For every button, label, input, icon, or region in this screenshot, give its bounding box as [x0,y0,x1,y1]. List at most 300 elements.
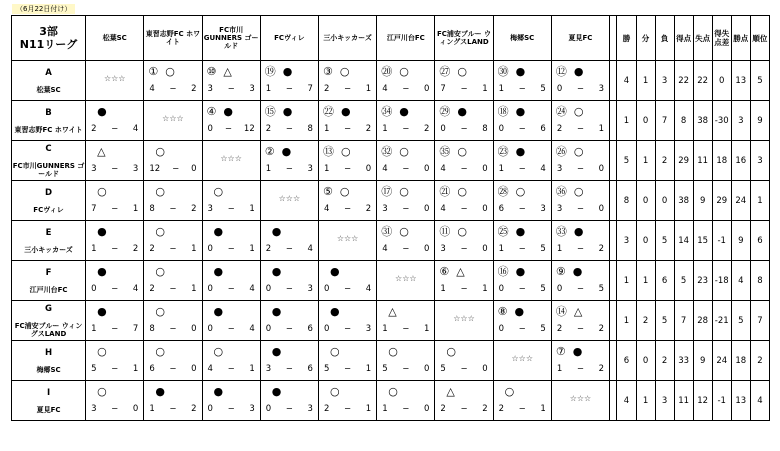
score-for: 1 [440,284,446,294]
match-cell [318,101,376,141]
score-for: 8 [149,324,155,334]
match-cell [435,141,493,181]
match-mark [207,306,224,318]
score-dash: − [460,204,468,214]
match-score [440,84,487,94]
stat-cell: 1 [636,381,655,421]
match-score [266,84,313,94]
match-mark [207,66,232,78]
stat-cell: 29 [712,181,731,221]
score-against: 5 [540,84,546,94]
match-score [382,324,429,334]
score-against: 0 [482,364,488,374]
stat-cell: 22 [674,61,693,101]
match-score [149,284,196,294]
score-dash: − [344,204,352,214]
match-score [149,364,196,374]
match-result: ○ [97,345,107,358]
score-against: 3 [365,324,372,334]
stat-cell: 0 [636,221,655,261]
match-cell [435,341,493,381]
score-for: 0 [498,324,505,334]
match-mark [148,146,165,158]
score-against: 0 [598,204,605,214]
stat-cell: 2 [655,141,674,181]
self-mark: ☆☆☆ [220,154,242,163]
match-cell [493,181,551,221]
team-name: 夏見FC [36,405,61,414]
score-for: 2 [265,244,272,254]
match-result: ○ [213,185,224,198]
stat-cell: 24 [712,341,731,381]
match-mark [148,306,165,318]
match-cell [377,181,435,221]
score-dash: − [518,244,526,254]
match-result: ● [572,265,583,278]
self-match-cell [86,61,144,101]
match-cell [493,301,551,341]
match-number: ㉒ [322,105,334,118]
match-mark [265,66,293,78]
score-for: 0 [323,284,330,294]
score-dash: − [402,124,410,134]
match-result: ● [572,345,583,358]
score-for: 2 [149,244,155,254]
score-against: 0 [423,164,430,174]
score-dash: − [111,404,119,414]
match-number: ㉙ [439,105,451,118]
column-gap [610,16,617,61]
match-score [557,324,604,334]
match-result: ● [515,265,526,278]
score-for: 2 [498,404,505,414]
stat-cell: 0 [712,61,731,101]
stat-cell: 1 [617,101,636,141]
stat-cell: -18 [712,261,731,301]
score-against: 1 [249,244,255,254]
match-result: ● [515,225,526,238]
match-score [382,124,429,134]
score-dash: − [172,164,180,174]
self-mark: ☆☆☆ [511,354,533,363]
stat-cell: 0 [636,101,655,141]
match-score [149,404,196,414]
stat-cell: 3 [750,141,769,181]
score-against: 0 [365,164,372,174]
score-against: 6 [307,324,313,334]
column-header-team: FC市川GUNNERS ゴールド [202,16,260,61]
match-cell [551,341,609,381]
match-score [440,244,487,254]
score-against: 1 [132,204,139,214]
stat-cell: 14 [674,221,693,261]
team-letter: F [45,267,52,278]
row-gap [610,261,617,301]
match-score [557,364,604,374]
self-mark: ☆☆☆ [395,274,417,283]
match-mark [439,226,467,238]
match-cell [318,261,376,301]
score-dash: − [576,204,585,214]
match-result: ● [271,225,282,238]
score-for: 1 [149,404,155,414]
row-gap [610,301,617,341]
score-against: 2 [598,364,605,374]
score-for: 3 [382,204,388,214]
score-dash: − [285,164,293,174]
stat-cell: 2 [750,341,769,381]
score-for: 6 [498,204,505,214]
match-score [91,364,138,374]
score-for: 7 [440,84,446,94]
match-mark [207,266,224,278]
stat-cell: 4 [617,61,636,101]
match-cell [260,61,318,101]
row-header-team [12,101,86,141]
row-gap [610,61,617,101]
match-cell [260,301,318,341]
match-score [382,164,429,174]
team-letter: E [45,227,52,238]
stat-cell: 1 [617,301,636,341]
score-dash: − [402,204,410,214]
score-against: 4 [249,324,255,334]
match-number: ⑬ [322,145,334,158]
match-mark [148,186,165,198]
match-cell [260,141,318,181]
match-cell [260,101,318,141]
score-dash: − [402,244,410,254]
table-row [12,381,770,421]
self-match-cell [318,221,376,261]
score-against: 0 [423,84,430,94]
match-cell [493,221,551,261]
score-against: 0 [482,164,488,174]
match-cell [493,381,551,421]
match-result: ○ [155,265,165,278]
match-mark [265,146,291,158]
match-mark [90,146,105,158]
match-mark [498,186,526,198]
score-for: 2 [440,404,446,414]
match-result: ● [457,105,468,118]
row-gap [610,381,617,421]
score-for: 0 [556,284,563,294]
match-cell [318,381,376,421]
match-score [149,164,196,174]
score-dash: − [227,84,235,94]
score-for: 2 [265,124,272,134]
score-against: 1 [365,404,372,414]
match-mark [556,66,584,78]
score-dash: − [460,404,468,414]
match-score [557,164,604,174]
match-score [440,124,487,134]
row-header-team [12,381,86,421]
self-match-cell [493,341,551,381]
match-mark [323,106,351,118]
score-dash: − [402,164,410,174]
score-for: 8 [149,204,155,214]
stat-cell: 3 [731,101,750,141]
match-cell [318,341,376,381]
stat-cell: 4 [617,381,636,421]
score-for: 1 [265,164,272,174]
league-body [12,61,770,421]
match-score [266,244,313,254]
score-for: 5 [440,364,446,374]
score-dash: − [285,124,293,134]
match-cell [551,61,609,101]
match-mark [207,186,224,198]
match-result: ○ [388,385,398,398]
match-result: ○ [573,105,584,118]
match-mark [148,266,165,278]
match-result: ● [271,345,282,358]
match-cell [551,181,609,221]
score-dash: − [111,284,119,294]
table-row [12,141,770,181]
column-header-stat: 得失点差 [712,16,731,61]
score-dash: − [518,204,526,214]
match-result: ● [340,105,351,118]
self-match-cell [260,181,318,221]
stat-cell: 0 [636,181,655,221]
score-for: 6 [149,364,155,374]
match-score [324,164,371,174]
score-dash: − [227,324,235,334]
match-mark [265,266,282,278]
match-mark [439,346,456,358]
stat-cell: 9 [693,341,712,381]
match-mark [265,106,293,118]
score-dash: − [111,324,119,334]
match-score [440,404,487,414]
row-gap [610,141,617,181]
score-against: 4 [365,284,372,294]
score-against: 2 [423,124,430,134]
match-result: ● [223,105,234,118]
column-header-stat: 分 [636,16,655,61]
match-mark [90,346,107,358]
match-number: ⑯ [497,265,509,278]
score-against: 5 [598,284,605,294]
column-header-team: FC浦安ブルー ウィングスLAND [435,16,493,61]
row-header-team [12,221,86,261]
match-score [499,164,546,174]
score-for: 0 [323,324,330,334]
match-cell [202,261,260,301]
score-for: 1 [382,324,388,334]
score-for: 5 [323,364,330,374]
match-cell [318,301,376,341]
match-cell [144,341,202,381]
match-score [208,364,255,374]
match-result: ● [282,105,293,118]
match-cell [377,141,435,181]
match-cell [260,381,318,421]
match-result: ● [515,65,526,78]
match-cell [144,141,202,181]
match-mark [439,266,464,278]
match-number: ① [148,65,159,78]
match-result: △ [456,265,465,278]
match-result: ○ [97,185,107,198]
score-against: 3 [540,204,546,214]
match-score [382,364,429,374]
score-dash: − [576,364,585,374]
score-for: 1 [382,404,388,414]
match-number: ⑨ [555,265,566,278]
stat-cell: 4 [750,381,769,421]
score-dash: − [111,204,119,214]
score-dash: − [285,404,293,414]
score-for: 5 [382,364,388,374]
match-score [266,324,313,334]
score-against: 0 [191,324,197,334]
stat-cell: 1 [636,141,655,181]
match-cell [260,221,318,261]
score-against: 12 [243,124,255,134]
stat-cell: 18 [731,341,750,381]
match-score [266,284,313,294]
score-dash: − [344,324,352,334]
score-dash: − [169,84,177,94]
match-cell [260,261,318,301]
match-mark [90,306,107,318]
team-name: 東習志野FC ホワイト [14,125,83,134]
stat-cell: -1 [712,221,731,261]
match-result: ● [271,305,282,318]
stat-cell: 12 [693,381,712,421]
row-header-team [12,341,86,381]
score-dash: − [518,164,526,174]
stat-cell: 4 [731,261,750,301]
match-score [382,204,429,214]
score-against: 3 [307,404,313,414]
score-for: 0 [207,284,213,294]
match-result: ○ [399,145,409,158]
match-score [324,204,371,214]
score-against: 2 [598,244,605,254]
match-number: ⑦ [555,345,566,358]
stat-cell: 11 [674,381,693,421]
score-dash: − [576,244,585,254]
stat-cell: -30 [712,101,731,141]
score-dash: − [402,364,410,374]
score-dash: − [576,124,585,134]
score-for: 7 [91,204,97,214]
match-mark [265,346,282,358]
match-number: ㉑ [439,185,451,198]
match-result: ○ [457,145,468,158]
match-score [499,284,546,294]
match-score [91,284,138,294]
match-result: ○ [155,185,165,198]
score-for: 1 [382,124,388,134]
match-score [324,324,371,334]
match-number: ⑤ [322,185,333,198]
match-mark [381,66,409,78]
match-result: ○ [340,145,351,158]
score-dash: − [344,84,352,94]
match-cell [86,261,144,301]
stat-cell: -1 [712,381,731,421]
stat-cell: 0 [655,181,674,221]
match-score [91,124,138,134]
match-cell [377,101,435,141]
score-against: 4 [307,244,313,254]
stat-cell: 13 [731,61,750,101]
match-cell [86,101,144,141]
match-mark [498,266,526,278]
score-dash: − [344,364,352,374]
team-name: FCヴィレ [33,205,64,214]
match-number: ㉓ [497,145,509,158]
self-mark: ☆☆☆ [162,114,184,123]
score-dash: − [344,124,352,134]
match-result: ○ [457,225,468,238]
match-result: ● [271,265,282,278]
match-result: ● [573,65,584,78]
score-dash: − [285,364,293,374]
score-against: 8 [307,124,313,134]
score-against: 2 [132,244,139,254]
score-for: 3 [207,204,213,214]
match-cell [86,381,144,421]
score-for: 1 [265,84,272,94]
score-against: 1 [365,84,372,94]
score-for: 3 [265,364,272,374]
division-label: 3部 [39,25,58,38]
team-name: FC浦安ブルー ウィングスLAND [14,321,83,338]
match-result: △ [97,145,106,158]
match-cell [377,301,435,341]
column-header-stat: 勝点 [731,16,750,61]
stat-cell: -21 [712,301,731,341]
match-result: △ [223,65,232,78]
self-mark: ☆☆☆ [103,74,126,83]
match-number: ㉕ [497,225,509,238]
score-against: 2 [191,404,197,414]
score-against: 3 [307,284,313,294]
match-result: △ [573,305,583,318]
column-header-team: FCヴィレ [260,16,318,61]
match-cell [86,301,144,341]
match-mark [556,306,582,318]
match-mark [148,346,165,358]
column-header-team: 東習志野FC ホワイト [144,16,202,61]
match-result: ● [213,305,224,318]
stat-cell: 6 [617,341,636,381]
score-dash: − [111,124,119,134]
team-letter: G [45,303,53,314]
row-header-team [12,261,86,301]
self-match-cell [551,381,609,421]
score-against: 1 [132,364,139,374]
stat-cell: 5 [750,61,769,101]
team-name: 三小キッカーズ [24,245,73,254]
match-cell [493,261,551,301]
match-number: ㉞ [381,105,393,118]
match-cell [144,181,202,221]
row-gap [610,101,617,141]
match-result: ● [329,305,340,318]
match-cell [144,61,202,101]
team-letter: A [45,67,52,78]
column-header-team: 三小キッカーズ [318,16,376,61]
match-score [91,204,138,214]
